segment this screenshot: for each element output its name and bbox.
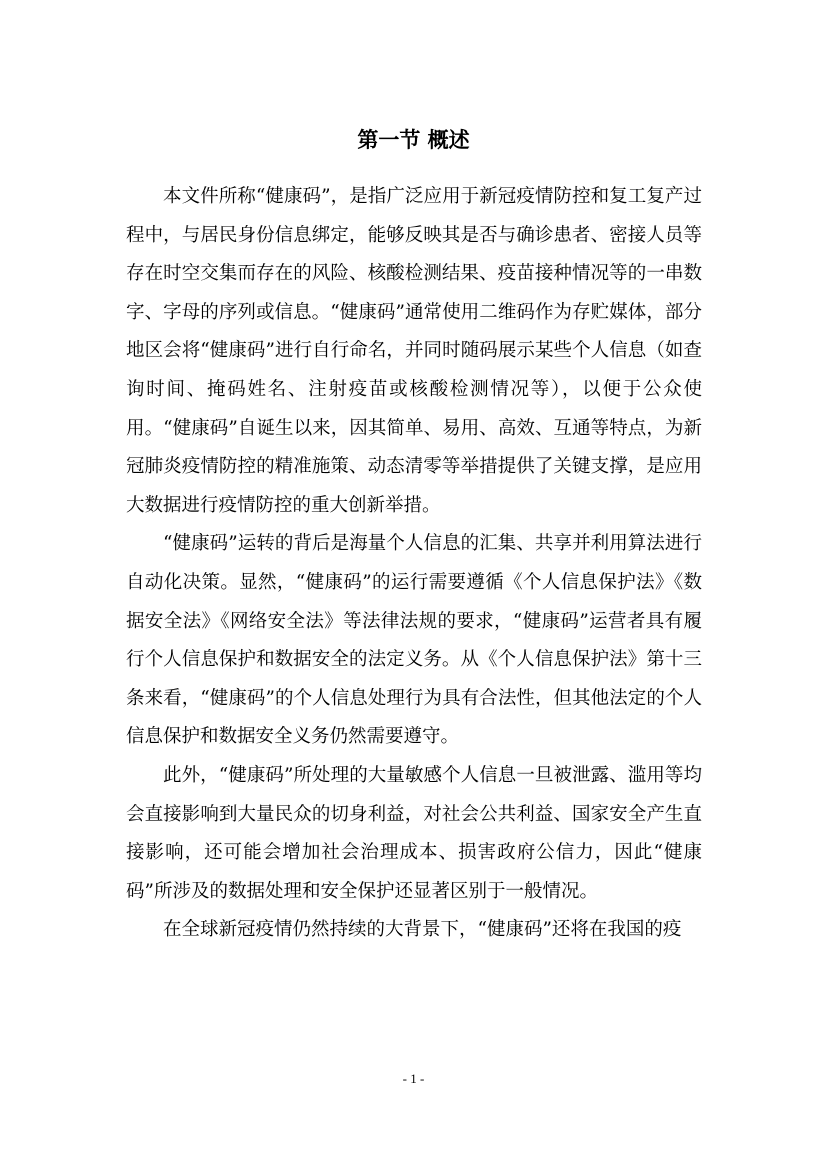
paragraph-1: 本文件所称“健康码”，是指广泛应用于新冠疫情防控和复工复产过程中，与居民身份信息绑定，能够反映其是否与确诊患者、密接人员等存在时空交集而存在的风险、核酸检测结果、疫苗接种情况等的一串数字、字母的序列或信息。“健康码”通常使用二维码作为存贮媒体，部分地区会将“健康码”进行自行命名，并同时随码展示某些个人信息（如查询时间、掩码姓名、注射疫苗或核酸检测情况等），以便于公众使用。“健康码”自诞生以来，因其简单、易用、高效、互通等特点，为新冠肺炎疫情防控的精准施策、动态清零等举措提供了关键支撑，是应用大数据进行疫情防控的重大创新举措。 xyxy=(126,186,702,516)
section-heading: 第一节 概述 xyxy=(357,128,470,152)
paragraph-3: 此外，“健康码”所处理的大量敏感个人信息一旦被泄露、滥用等均会直接影响到大量民众的切身利益，对社会公共利益、国家安全产生直接影响，还可能会增加社会治理成本、损害政府公信力，因此“健康码”所涉及的数据处理和安全保护还显著区别于一般情况。 xyxy=(126,764,702,902)
page-number: - 1 - xyxy=(402,1071,425,1086)
document-body xyxy=(126,178,702,950)
paragraph-4: 在全球新冠疫情仍然持续的大背景下，“健康码”还将在我国的疫 xyxy=(163,919,682,941)
paragraph-2: “健康码”运转的背后是海量个人信息的汇集、共享并利用算法进行自动化决策。显然，“健康码”的运行需要遵循《个人信息保护法》《数据安全法》《网络安全法》等法律法规的要求，“健康码”运营者具有履行个人信息保护和数据安全的法定义务。从《个人信息保护法》第十三条来看，“健康码”的个人信息处理行为具有合法性，但其他法定的个人信息保护和数据安全义务仍然需要遵守。 xyxy=(126,533,702,748)
